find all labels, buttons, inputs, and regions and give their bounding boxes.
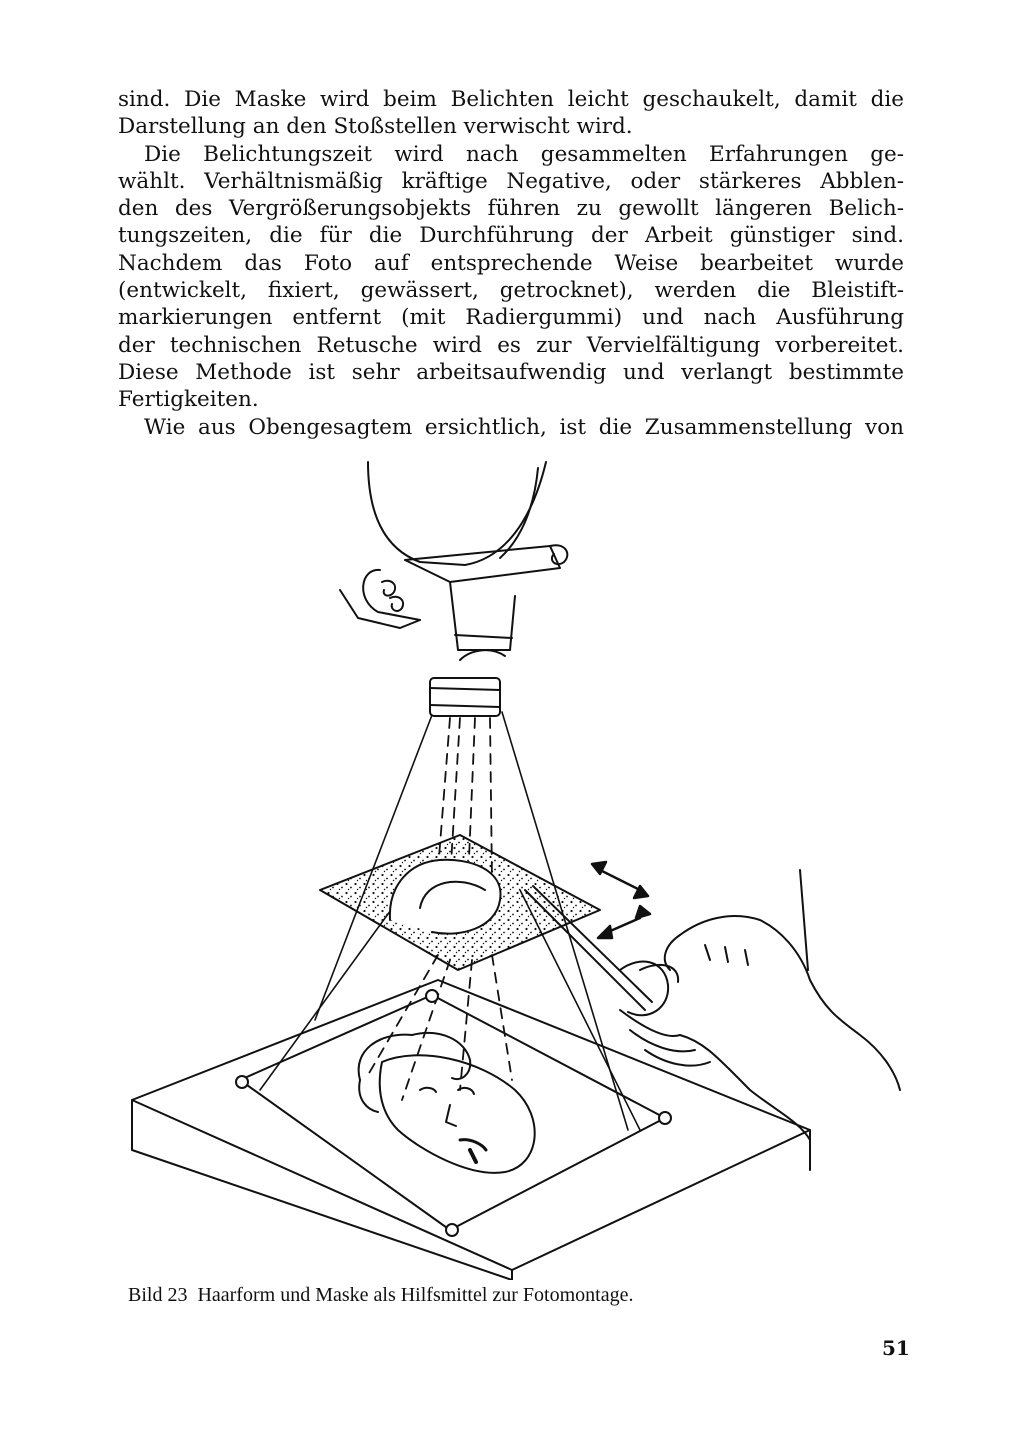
text-line: tungszeiten, die für die Durchführung der Arbeit günstiger sind.	[118, 223, 904, 249]
text-line: Diese Methode ist sehr arbeitsaufwendig und verlangt bestimmte	[118, 359, 904, 385]
motion-arrows	[592, 862, 650, 938]
text-line: wählt. Verhältnismäßig kräftige Negative, oder stärkeres Abblen-	[118, 168, 904, 194]
text-line: den des Vergrößerungsobjekts führen zu gewollt längeren Belich-	[118, 196, 904, 222]
enlarger-illustration	[120, 450, 920, 1280]
lens-cone	[450, 582, 515, 650]
text-line: Fertigkeiten.	[118, 387, 259, 413]
text-line: Wie aus Obengesagtem ersichtlich, ist die Zusammenstellung von	[144, 414, 904, 440]
text-line: Die Belichtungszeit wird nach gesammelten Erfahrungen ge-	[144, 141, 904, 167]
caption-number: Bild 23	[128, 1284, 188, 1306]
text-line: der technischen Retusche wird es zur Vervielfältigung vorbereitet.	[118, 332, 904, 358]
text-line: sind. Die Maske wird beim Belichten leicht geschaukelt, damit die	[118, 87, 904, 112]
baseboard	[132, 980, 810, 1270]
text-line: (entwickelt, fixiert, gewässert, getrocknet), werden die Bleistift-	[118, 278, 904, 304]
caption-text: Haarform und Maske als Hilfsmittel zur Fotomontage.	[197, 1284, 634, 1306]
text-line: Nachdem das Foto auf entsprechende Weise bearbeitet wurde	[118, 250, 904, 276]
page-number: 51	[882, 1336, 910, 1360]
figure-caption	[128, 1284, 633, 1307]
film-carrier	[405, 546, 560, 582]
lens-ring	[430, 678, 500, 716]
text-line: Darstellung an den Stoßstellen verwischt wird.	[118, 114, 633, 140]
body-text	[118, 86, 904, 441]
text-line: markierungen entfernt (mit Radiergummi) und nach Ausführung	[118, 305, 904, 331]
